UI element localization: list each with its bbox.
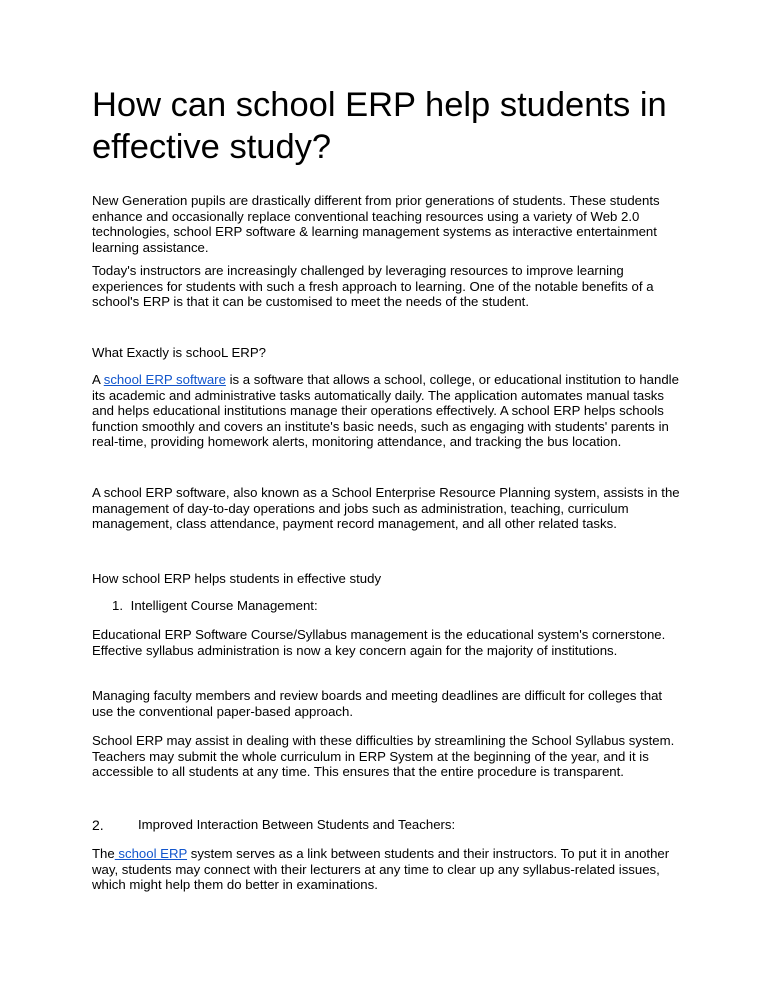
list-item-1-label: Intelligent Course Management: <box>130 598 318 613</box>
section-heading-how-erp-helps: How school ERP helps students in effective study <box>92 571 382 586</box>
item1-paragraph-1: Educational ERP Software Course/Syllabus management is the educational system's cornerstone. Effective syllabus administration is now a key concern again for the majority of institutions. <box>92 627 666 658</box>
intro-paragraph-1: New Generation pupils are drastically different from prior generations of students. These students enhance and occasionally replace conventional teaching resources using a variety of Web 2.0 technologies, school ERP software & learning management systems as interactive entertainment learning assistance. <box>92 193 660 255</box>
section1-p1-prefix: A <box>92 372 104 387</box>
list-item-2-number: 2. <box>92 817 104 833</box>
list-item-2-label: Improved Interaction Between Students and Teachers: <box>138 817 456 832</box>
item2-paragraph-1 <box>92 846 682 893</box>
section1-p1-rest: is a software that allows a school, college, or educational institution to handle its academic and administrative tasks automatically daily. The application automates manual tasks and helps educational institutions manage their operations effectively. A school ERP helps schools function smoothly and covers an institute's basic needs, such as engaging with students' parents in real-time, providing homework alerts, monitoring attendance, and tracking the bus location. <box>92 372 679 450</box>
section-heading-what-is-erp: What Exactly is schooL ERP? <box>92 345 266 360</box>
item2-p1-rest: system serves as a link between students and their instructors. To put it in another way, students may connect with their lecturers at any time to clear up any syllabus-related issues, which might help them do better in examinations. <box>92 846 670 893</box>
section1-paragraph-2: A school ERP software, also known as a School Enterprise Resource Planning system, assists in the management of day-to-day operations and jobs such as administration, teaching, curriculum management, class attendance, payment record management, and all other related tasks. <box>92 485 680 532</box>
school-erp-software-link[interactable]: school ERP software <box>103 372 226 387</box>
intro-paragraph-2: Today's instructors are increasingly challenged by leveraging resources to improve learning experiences for students with such a fresh approach to learning. One of the notable benefits of a school's ERP is that it can be customised to meet the needs of the student. <box>92 263 654 310</box>
item2-p1-prefix: The <box>92 846 115 861</box>
page-title: How can school ERP help students in effective study? <box>92 86 667 166</box>
school-erp-link[interactable]: school ERP <box>114 846 188 861</box>
section1-paragraph-1 <box>92 372 682 450</box>
list-item-1-number: 1. <box>112 598 123 613</box>
list-item-1 <box>112 598 318 614</box>
item1-paragraph-3: School ERP may assist in dealing with these difficulties by streamlining the School Syllabus system. Teachers may submit the whole curriculum in ERP System at the beginning of the year, and it is accessible to all students at any time. This ensures that the entire procedure is transparent. <box>92 733 675 780</box>
item1-paragraph-2: Managing faculty members and review boards and meeting deadlines are difficult for colleges that use the conventional paper-based approach. <box>92 688 663 719</box>
list-item-2 <box>92 817 682 835</box>
